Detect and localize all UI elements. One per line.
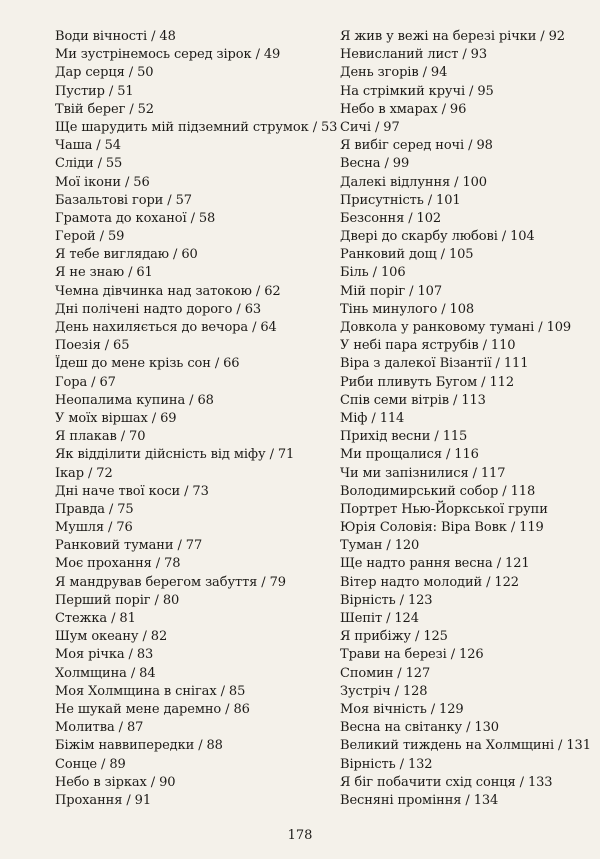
toc-entry: Правда / 75 [55, 501, 134, 517]
page-number: 178 [287, 828, 313, 843]
toc-entry: Сонце / 89 [55, 756, 126, 772]
toc-entry: Трави на березі / 126 [340, 647, 484, 663]
toc-entry: День згорів / 94 [340, 65, 448, 81]
toc-entry: Чи ми запізнилися / 117 [340, 465, 506, 481]
toc-entry: Міф / 114 [340, 410, 405, 426]
toc-entry: Дні полічені надто дорого / 63 [55, 301, 262, 317]
toc-entry: Володимирський собор / 118 [340, 483, 536, 499]
toc-entry: Ще шарудить мій підземний струмок / 53 [55, 119, 338, 135]
toc-entry: Мушля / 76 [55, 520, 133, 536]
toc-entry: Їдеш до мене крізь сон / 66 [55, 356, 240, 372]
toc-entry: Не шукай мене даремно / 86 [55, 701, 250, 717]
toc-entry: Юрія Соловія: Віра Вовк / 119 [340, 520, 544, 536]
toc-entry: Безсоння / 102 [340, 210, 442, 226]
toc-entry: Я мандрував берегом забуття / 79 [55, 574, 286, 590]
toc-entry: Риби пливуть Бугом / 112 [340, 374, 515, 390]
toc-entry: У моїх віршах / 69 [55, 410, 177, 426]
toc-entry: Ми зустрінемось серед зірок / 49 [55, 47, 281, 63]
toc-entry: Прохання / 91 [55, 792, 151, 808]
toc-entry: Невисланий лист / 93 [340, 47, 488, 63]
toc-entry: Мої ікони / 56 [55, 174, 150, 190]
toc-entry: Шепіт / 124 [340, 611, 419, 626]
toc-entry: Довкола у ранковому тумані / 109 [340, 320, 572, 335]
toc-entry: Віра з далекої Візантії / 111 [340, 356, 529, 372]
toc-entry: Я вибіг серед ночі / 98 [340, 138, 493, 154]
toc-entry: Моя Холмщина в снігах / 85 [55, 683, 246, 699]
toc-entry: Ранковий тумани / 77 [55, 538, 203, 554]
toc-right-column [340, 28, 595, 810]
toc-entry: Великий тиждень на Холмщині / 131 [340, 738, 591, 754]
toc-entry: Туман / 120 [340, 538, 420, 554]
toc-entry: Вірність / 132 [340, 756, 433, 772]
toc-entry: Моє прохання / 78 [55, 556, 181, 572]
toc-entry: Моя вічність / 129 [340, 701, 464, 717]
toc-entry: Небо в хмарах / 96 [340, 101, 467, 117]
toc-entry: Я прибіжу / 125 [340, 629, 448, 645]
toc-entry: Грамота до коханої / 58 [55, 210, 216, 226]
toc-entry: Біль / 106 [340, 265, 406, 281]
toc-entry: Я плакав / 70 [55, 429, 146, 445]
toc-entry: Дар серця / 50 [55, 65, 154, 81]
toc-entry: Весна / 99 [340, 156, 410, 172]
toc-entry: Спів семи вітрів / 113 [340, 392, 486, 408]
toc-entry: Біжім наввипередки / 88 [55, 738, 223, 754]
toc-entry: Чаша / 54 [55, 138, 121, 154]
toc-entry: Гора / 67 [55, 374, 116, 390]
toc-entry: Ікар / 72 [55, 465, 113, 481]
toc-entry: Герой / 59 [55, 229, 125, 245]
toc-entry: Спомин / 127 [340, 665, 431, 681]
toc-entry: Я жив у вежі на березі річки / 92 [340, 29, 565, 44]
toc-entry: Двері до скарбу любові / 104 [340, 229, 535, 245]
toc-entry: Зустріч / 128 [340, 683, 428, 699]
toc-entry: На стрімкий кручі / 95 [340, 83, 494, 99]
toc-entry: Шум океану / 82 [55, 629, 168, 645]
toc-entry: Води вічності / 48 [55, 29, 176, 44]
toc-entry: Присутність / 101 [340, 192, 461, 208]
toc-entry: Прихід весни / 115 [340, 429, 468, 445]
toc-left-column [55, 28, 338, 810]
toc-entry: Вірність / 123 [340, 592, 433, 608]
toc-entry: Стежка / 81 [55, 611, 136, 626]
toc-entry: День нахиляється до вечора / 64 [55, 320, 277, 335]
toc-entry: Пустир / 51 [55, 83, 134, 99]
toc-entry: Весняні проміння / 134 [340, 792, 499, 808]
toc-entry: Весна на світанку / 130 [340, 720, 499, 736]
toc-entry: Я не знаю / 61 [55, 265, 153, 281]
toc-entry: Сичі / 97 [340, 119, 400, 135]
toc-entry: Ми прощалися / 116 [340, 447, 479, 463]
toc-entry: Чемна дівчинка над затокою / 62 [55, 283, 281, 299]
toc-entry: Ранковий дощ / 105 [340, 247, 474, 263]
toc-entry: Твій берег / 52 [55, 101, 154, 117]
toc-entry: Я тебе виглядаю / 60 [55, 247, 198, 263]
toc-entry: У небі пара яструбів / 110 [340, 338, 516, 354]
toc-entry: Перший поріг / 80 [55, 592, 180, 608]
toc-entry: Поезія / 65 [55, 338, 130, 354]
toc-entry: Моя річка / 83 [55, 647, 154, 663]
toc-entry: Базальтові гори / 57 [55, 192, 192, 208]
toc-entry: Портрет Нью-Йоркської групи [340, 501, 548, 517]
toc-entry: Ще надто рання весна / 121 [340, 556, 530, 572]
toc-entry: Неопалима купина / 68 [55, 392, 214, 408]
toc-entry: Молитва / 87 [55, 720, 144, 736]
toc-entry: Дні наче твої коси / 73 [55, 483, 209, 499]
toc-entry: Мій поріг / 107 [340, 283, 443, 299]
toc-entry: Далекі відлуння / 100 [340, 174, 487, 190]
toc-entry: Холмщина / 84 [55, 665, 156, 681]
toc-entry: Тінь минулого / 108 [340, 301, 475, 317]
toc-entry: Вітер надто молодий / 122 [340, 574, 519, 590]
toc-entry: Небо в зірках / 90 [55, 774, 176, 790]
toc-entry: Я біг побачити схід сонця / 133 [340, 774, 553, 790]
toc-entry: Як відділити дійсність від міфу / 71 [55, 447, 295, 463]
toc-entry: Сліди / 55 [55, 156, 123, 172]
